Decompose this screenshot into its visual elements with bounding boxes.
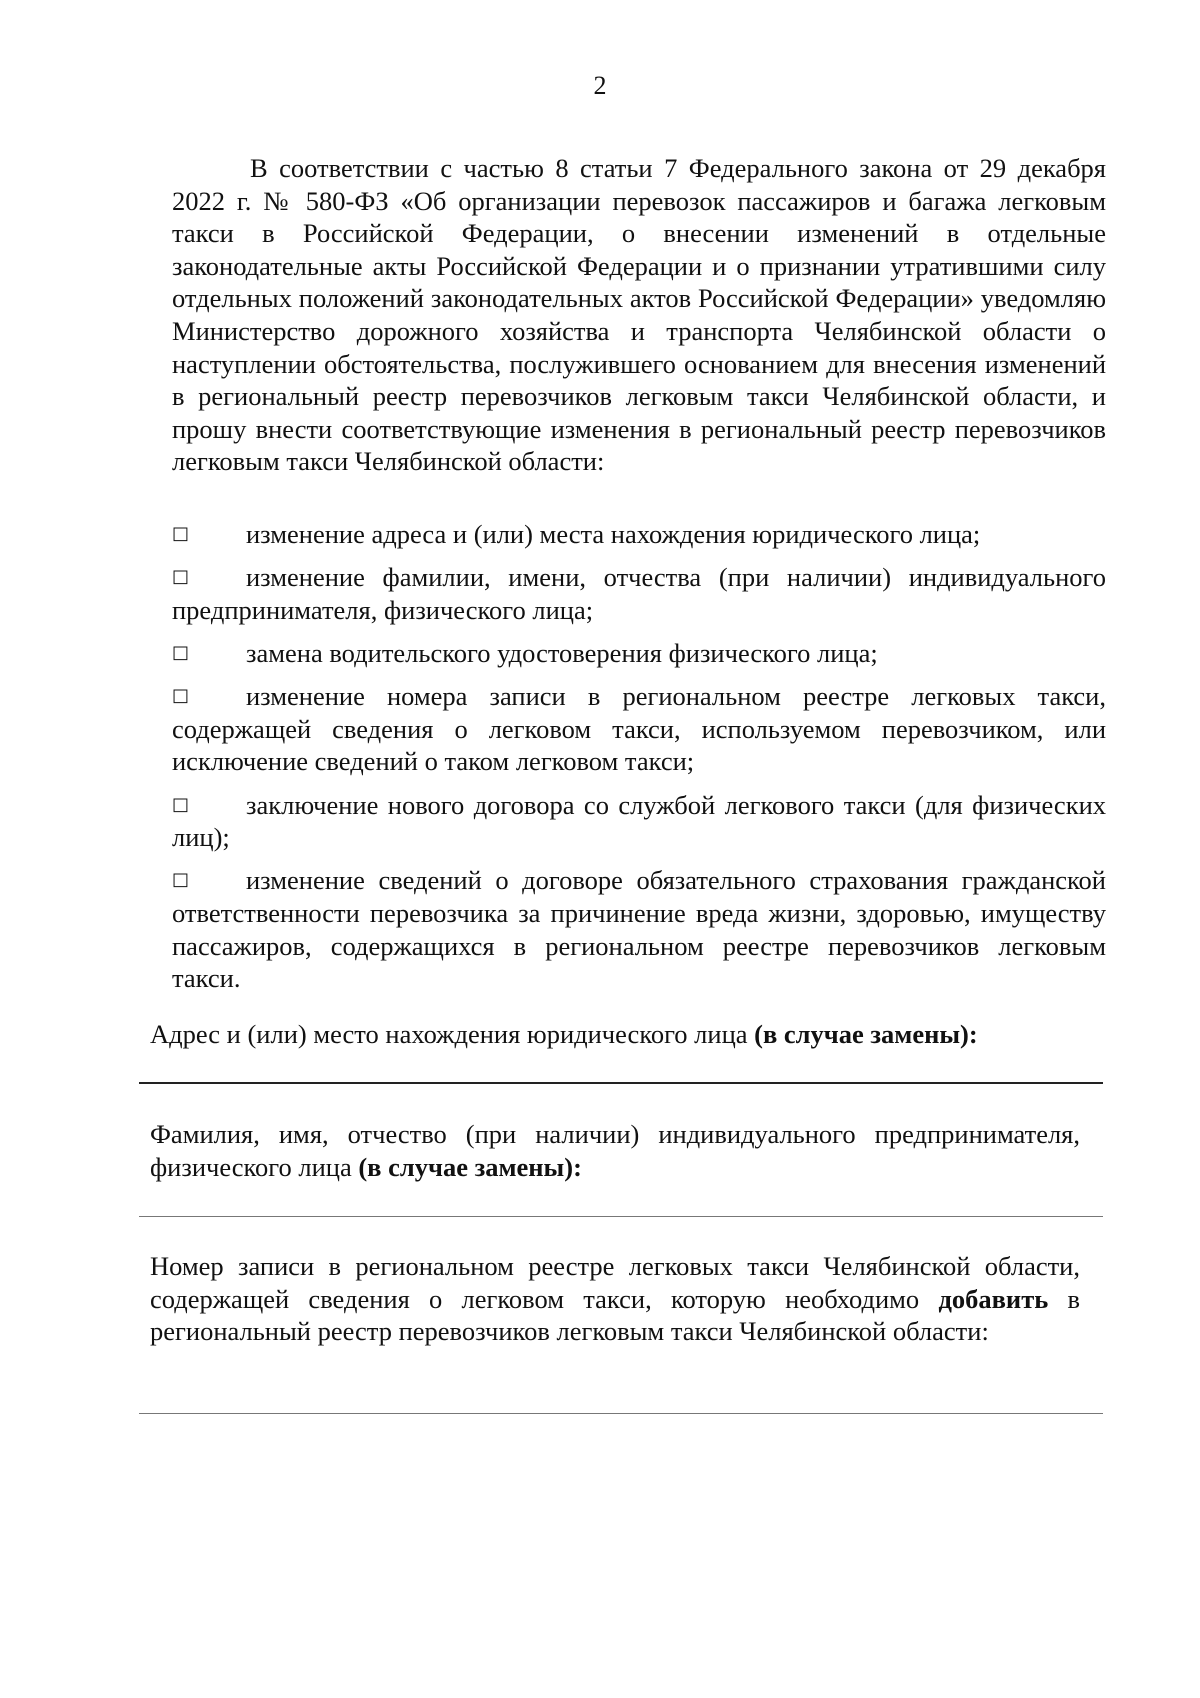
- option-address-change: [172, 518, 1106, 551]
- option-label: изменение номера записи в региональном реестре легковых такси, содержащей сведения о легковом такси, используемом перевозчиком, или исключение сведений о таком легковом такси;: [172, 681, 1106, 777]
- option-label: замена водительского удостоверения физического лица;: [246, 637, 878, 668]
- checkbox-icon[interactable]: □: [172, 685, 190, 707]
- option-new-contract: [172, 789, 1106, 854]
- name-field-label: Фамилия, имя, отчество (при наличии) индивидуального предпринимателя, физического лица (в случае замены):: [150, 1119, 1080, 1182]
- checkbox-icon[interactable]: □: [172, 641, 190, 663]
- record-fill-line[interactable]: [139, 1413, 1103, 1414]
- option-insurance-change: [172, 864, 1106, 994]
- address-field-label: Адрес и (или) место нахождения юридического лица (в случае замены):: [150, 1019, 978, 1049]
- checkbox-icon[interactable]: □: [172, 566, 190, 588]
- address-fill-line[interactable]: [139, 1082, 1103, 1084]
- page-number: 2: [593, 71, 607, 100]
- checkbox-icon[interactable]: □: [172, 793, 190, 815]
- option-label: изменение адреса и (или) места нахождения юридического лица;: [246, 519, 981, 549]
- option-label: изменение фамилии, имени, отчества (при наличии) индивидуального предпринимателя, физического лица;: [172, 562, 1106, 625]
- option-name-change: [172, 561, 1106, 626]
- checkbox-icon[interactable]: □: [172, 869, 190, 891]
- record-field-label: Номер записи в региональном реестре легковых такси Челябинской области, содержащей сведения о легковом такси, которую необходимо добавить в региональный реестр перевозчиков легковым такси Челябинской области:: [150, 1251, 1080, 1347]
- name-fill-line[interactable]: [139, 1216, 1103, 1217]
- checkbox-icon[interactable]: □: [172, 523, 190, 544]
- option-license-replacement: [172, 637, 1106, 670]
- option-registry-record-change: [172, 680, 1106, 778]
- change-options-list: [172, 518, 1106, 1005]
- option-label: заключение нового договора со службой легкового такси (для физических лиц);: [172, 789, 1106, 853]
- option-label: изменение сведений о договоре обязательного страхования гражданской ответственности перевозчика за причинение вреда жизни, здоровью, имуществу пассажиров, содержащихся в региональном реестре перевозчиков легковым такси.: [172, 865, 1106, 994]
- intro-paragraph: В соответствии с частью 8 статьи 7 Федерального закона от 29 декабря 2022 г. № 580-ФЗ «Об организации перевозок пассажиров и багажа легковым такси в Российской Федерации, о внесении изменений в отдельные законодательные акты Российской Федерации и о признании утратившими силу отдельных положений законодательных актов Российской Федерации» уведомляю Министерство дорожного хозяйства и транспорта Челябинской области о наступлении обстоятельства, послужившего основанием для внесения изменений в региональный реестр перевозчиков легковым такси Челябинской области, и прошу внести соответствующие изменения в региональный реестр перевозчиков легковым такси Челябинской области:: [172, 153, 1106, 477]
